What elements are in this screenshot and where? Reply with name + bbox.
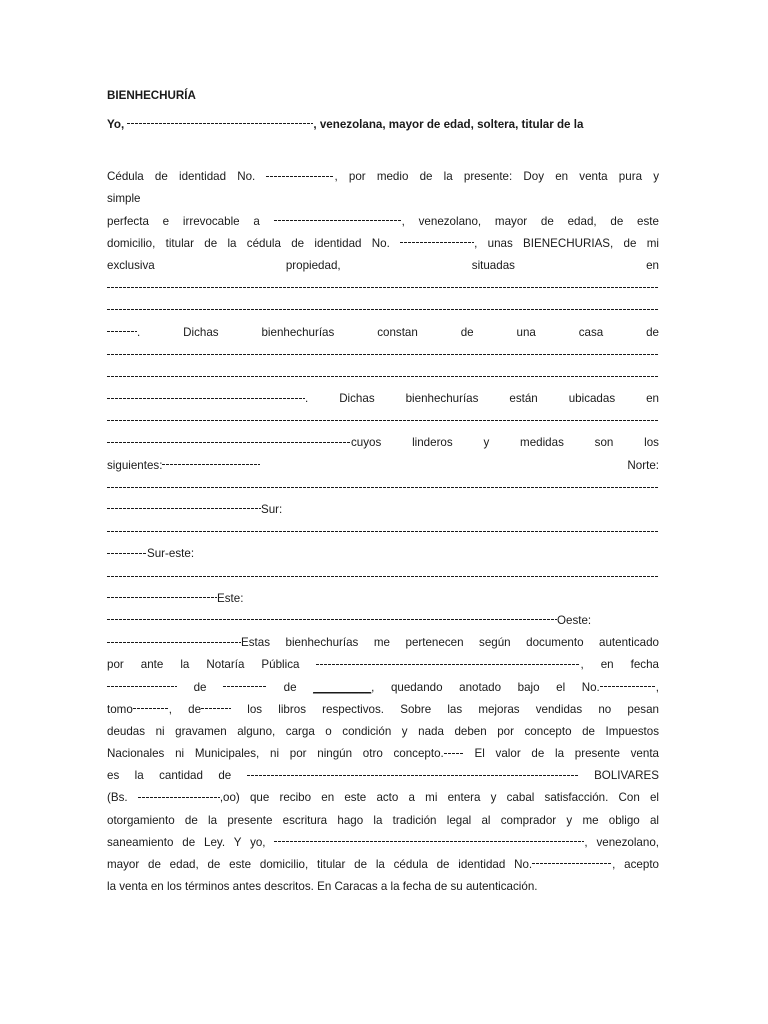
blank-line (133, 708, 169, 709)
blank-line (266, 176, 334, 177)
blank-line (107, 566, 659, 588)
text-line: tomo , de los libros respectivos. Sobre las mejoras vendidas no pesan (107, 702, 659, 716)
text-line: Nacionales ni Municipales, ni por ningún otro concepto. El valor de la presente venta (107, 747, 659, 761)
blank-line (201, 708, 231, 709)
text-line: mayor de edad, de este domicilio, titular de la cédula de identidad No. , acepto (107, 858, 659, 871)
blank-line (107, 366, 659, 388)
text-line: Yo, , venezolana, mayor de edad, soltera, titular de la (107, 118, 584, 131)
blank-line (107, 521, 659, 543)
blank-line (127, 123, 313, 124)
blank-line (107, 553, 147, 554)
blank-line (138, 797, 220, 798)
blank-line (316, 664, 580, 665)
text-line: la venta en los términos antes descritos. En Caracas a la fecha de su autenticación. (107, 880, 538, 894)
blank-line (532, 863, 612, 864)
blank-line (107, 299, 659, 321)
text-line: . Dichas bienhechurías están ubicadas en (107, 388, 659, 410)
text-line: Sur-este: (107, 543, 659, 565)
text-line: perfecta e irrevocable a , venezolano, mayor de edad, de este (107, 214, 659, 228)
blank-line (444, 753, 464, 754)
blank-line (107, 477, 659, 499)
blank-line (107, 410, 659, 432)
blank-line (107, 642, 241, 643)
text-line: de de _________, quedando anotado bajo el No. , (107, 677, 659, 699)
blank-line (107, 508, 261, 509)
text-line: . Dichas bienhechurías constan de una casa de (107, 322, 659, 344)
blank-line (223, 686, 267, 687)
blank-line (107, 398, 305, 399)
text-line: Cédula de identidad No. , por medio de la presente: Doy en venta pura y (107, 170, 659, 184)
blank-line (274, 841, 584, 842)
blank-line (274, 220, 402, 221)
document-title: BIENHECHURÍA (107, 89, 196, 102)
text-line: domicilio, titular de la cédula de identidad No. , unas BIENECHURIAS, de mi (107, 236, 659, 250)
blank-line (107, 686, 177, 687)
blank-line (107, 442, 351, 443)
blank-line (107, 597, 217, 598)
text-line: Sur: (107, 499, 659, 521)
text-line: (Bs. ,oo) que recibo en este acto a mi entera y cabal satisfacción. Con el (107, 791, 659, 805)
text-line: Oeste: (107, 610, 659, 632)
text-line: otorgamiento de la presente escritura hago la tradición legal al comprador y me obligo al (107, 813, 659, 827)
text-line: Este: (107, 588, 659, 610)
text-line: cuyos linderos y medidas son los (107, 432, 659, 454)
text-line: por ante la Notaría Pública , en fecha (107, 658, 659, 672)
document-body (107, 88, 659, 898)
text-line: deudas ni gravamen alguno, carga o condición y nada deben por concepto de Impuestos (107, 724, 659, 738)
text-line: exclusiva propiedad, situadas en (107, 258, 659, 272)
text-line: es la cantidad de BOLIVARES (107, 769, 659, 783)
blank-line (107, 619, 557, 620)
text-line: saneamiento de Ley. Y yo, , venezolano, (107, 835, 659, 849)
blank-line (600, 686, 656, 687)
blank-line (107, 331, 137, 332)
text-line: simple (107, 192, 141, 206)
text-line: Estas bienhechurías me pertenecen según documento autenticado (107, 632, 659, 654)
blank-line (107, 277, 659, 299)
blank-line (247, 775, 579, 776)
blank-line (400, 242, 474, 243)
blank-line (107, 344, 659, 366)
blank-line (162, 464, 260, 465)
text-line: siguientes: Norte: (107, 458, 659, 472)
